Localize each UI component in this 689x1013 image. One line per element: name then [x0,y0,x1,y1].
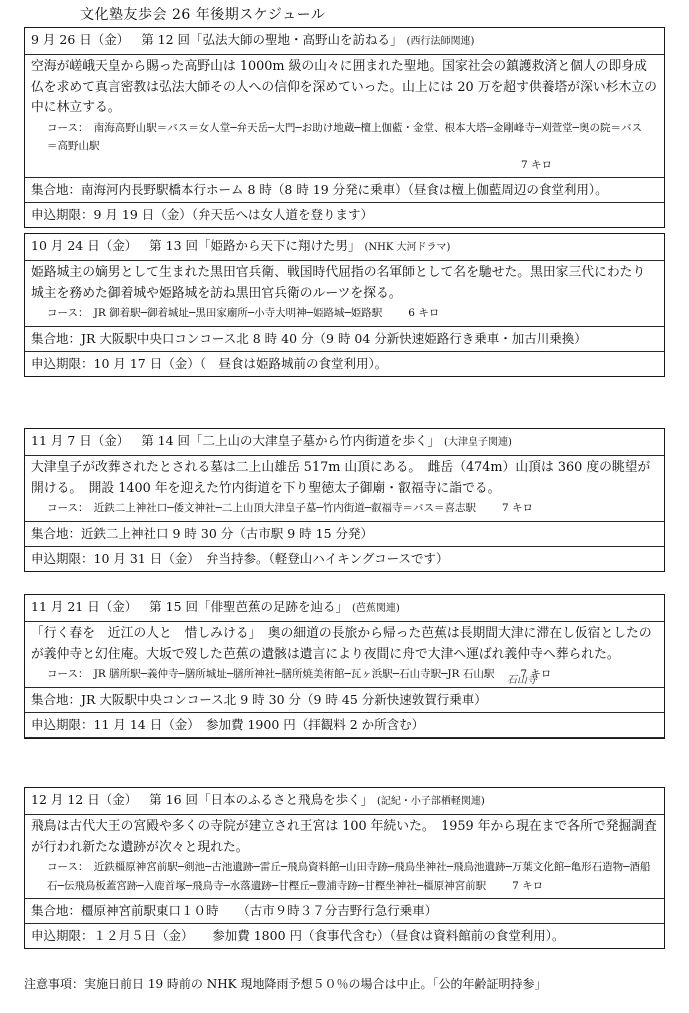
session-meeting: 集合地：橿原神宮前駅東口１０時 （古市９時３７分吉野行急行乗車） [25,899,664,924]
session-tag: (西行法師関連) [406,36,475,47]
session-description: 姫路城主の嫡男として生まれた黒田官兵衛、戦国時代屈指の名軍師として名を馳せた。黒田家三代にわたり城主を務めた御着城や姫路城を訪ね黒田官兵衛のルーツを探る。 コース： JR 御着駅─御着城址─黒田家廟所─小寺大明神─姫路城─姫路駅 6 キロ [25,261,664,327]
session-deadline: 申込期限：１２月５日（金） 参加費 1800 円（食事代含む）（昼食は資料館前の食堂利用）。 [31,928,565,943]
session-date: 9 月 26 日（金） [31,32,130,47]
session-distance: 7 キロ [520,158,552,171]
session-title: 第 15 回「俳聖芭蕉の足跡を辿る」 [149,599,349,614]
session-distance: 7 キロ [512,879,544,892]
session-title: 第 13 回「姫路から天下に翔けた男」 [149,238,361,253]
session-header [25,788,664,815]
session-tag: (芭蕉関連) [352,603,400,614]
schedule-box-3 [24,428,665,572]
session-header [25,429,664,456]
session-course: コース： JR 御着駅─御着城址─黒田家廟所─小寺大明神─姫路城─姫路駅 6 キロ [47,307,440,319]
session-tag: (大津皇子関連) [444,437,512,448]
schedule-box-4 [24,594,665,739]
session-description: 「行く春を 近江の人と 惜しみける」 奥の細道の長旅から帰った芭蕉は長期間大津に滞在し仮宿としたのが義仲寺と幻住庵。大坂で歿した芭蕉の遺骸は遺言により夜間に舟で大津へ運ばれ義仲寺へ葬られた。 コース： JR 膳所駅─義仲寺─膳所城址─膳所神社─膳所焼美術館─瓦ヶ浜駅─石山寺駅─JR 石山駅 7 キロ [25,622,664,688]
session-description: 飛鳥は古代大王の宮殿や多くの寺院が建立され王宮は 100 年続いた。 1959 年から現在まで各所で発掘調査が行われ新たな遺跡が次々と現れた。 コース： 近鉄橿原神宮前駅─剣池─古池遺跡─雷丘─飛鳥資料館─山田寺跡─飛鳥坐神社─飛鳥池遺跡─万葉文化館─亀形石造物─酒船石─伝飛鳥板蓋宮跡─入鹿首塚─飛鳥寺─水落遺跡─甘樫丘─豊浦寺跡─甘樫坐神社─橿原神宮前駅 7 キロ [25,815,664,899]
session-title: 第 12 回「弘法大師の聖地・高野山を訪ねる」 [141,32,403,47]
notes: 注意事項：実施日前日 19 時前の NHK 現地降雨予想５０％の場合は中止。「公的年齢証明持参」 [24,977,547,991]
session-description: 空海が嵯峨天皇から賜った高野山は 1000m 級の山々に囲まれた聖地。国家社会の鎮護救済と個人の即身成仏を求めて真言密教は弘法大師その人への信仰を深めていった。山上には 20 万を超す供養塔が深い杉木立の中に林立する。 コース： 南海高野山駅＝バス＝女人堂─弁天岳─大門─お助け地蔵─檀上伽藍・金堂、根本大塔─金剛峰寺─刈萱堂─奥の院＝バス＝高野山駅 7 キロ [25,55,664,178]
session-title: 第 14 回「二上山の大津皇子墓から竹内街道を歩く」 [141,433,441,448]
session-distance: 6 キロ [408,307,440,319]
session-meeting: 集合地：JR 大阪駅中央口コンコース北 8 時 40 分（9 時 04 分新快速姫路行き乗車・加古川乗換） [25,327,664,352]
handwritten-annotation: 石山寺 [507,675,537,686]
session-deadline: 申込期限：11 月 14 日（金） 参加費 1900 円（拝観料 2 か所含む） [25,713,664,738]
session-course: コース： 近鉄橿原神宮前駅─剣池─古池遺跡─雷丘─飛鳥資料館─山田寺跡─飛鳥坐神社─飛鳥池遺跡─万葉文化館─亀形石造物─酒船石─伝飛鳥板蓋宮跡─入鹿首塚─飛鳥寺─水落遺跡─甘樫丘─豊浦寺跡─甘樫坐神社─橿原神宮前駅 7 キロ [47,861,651,892]
session-tag: (記紀・小子部栖軽関連) [377,796,485,807]
session-title: 第 16 回「日本のふるさと飛鳥を歩く」 [149,792,374,807]
page-title: 文化塾友歩会 26 年後期スケジュール [80,7,326,23]
session-date: 11 月 21 日（金） [31,599,138,614]
session-header [25,28,664,55]
session-meeting: 集合地：南海河内長野駅橋本行ホーム 8 時（8 時 19 分発に乗車）（昼食は檀上伽藍周辺の食堂利用）。 [25,178,664,203]
session-date: 12 月 12 日（金） [31,792,138,807]
session-header [25,234,664,261]
session-deadline: 申込期限：9 月 19 日（金）（弁天岳へは女人道を登ります） [31,207,374,222]
session-header [25,595,664,622]
session-course: コース： JR 膳所駅─義仲寺─膳所城址─膳所神社─膳所焼美術館─瓦ヶ浜駅─石山寺駅─JR 石山駅 7 キロ [47,668,552,680]
session-distance: 7 キロ [520,668,552,680]
session-course: コース： 近鉄二上神社口─倭文神社─二上山頂大津皇子墓─竹内街道─叡福寺＝バス＝喜志駅 7 キロ [47,502,534,514]
schedule-box-2 [24,233,665,377]
session-date: 11 月 7 日（金） [31,433,130,448]
session-distance: 7 キロ [502,502,534,514]
session-date: 10 月 24 日（金） [31,238,138,253]
schedule-box-5 [24,787,665,949]
session-meeting: 集合地：JR 大阪駅中央コンコース北 9 時 30 分（9 時 45 分新快速敦賀行乗車） [25,688,664,713]
schedule-box-1 [24,27,665,228]
session-tag: (NHK 大河ドラマ) [364,242,451,253]
session-meeting: 集合地：近鉄二上神社口 9 時 30 分（古市駅 9 時 15 分発） [25,522,664,547]
session-deadline: 申込期限：10 月 17 日（金）（ 昼食は姫路城前の食堂利用）。 [31,355,388,371]
session-deadline: 申込期限：10 月 31 日（金） 弁当持参。（軽登山ハイキングコースです） [31,550,449,566]
session-course: コース： 南海高野山駅＝バス＝女人堂─弁天岳─大門─お助け地蔵─檀上伽藍・金堂、根本大塔─金剛峰寺─刈萱堂─奥の院＝バス＝高野山駅 7 キロ [31,119,658,175]
session-description: 大津皇子が改葬されたとされる墓は二上山雄岳 517m 山頂にある。 雌岳（474m）山頂は 360 度の眺望が開ける。 開設 1400 年を迎えた竹内街道を下り聖徳太子御廟・叡福寺に詣でる。 コース： 近鉄二上神社口─倭文神社─二上山頂大津皇子墓─竹内街道─叡福寺＝バス＝喜志駅 7 キロ [25,456,664,522]
